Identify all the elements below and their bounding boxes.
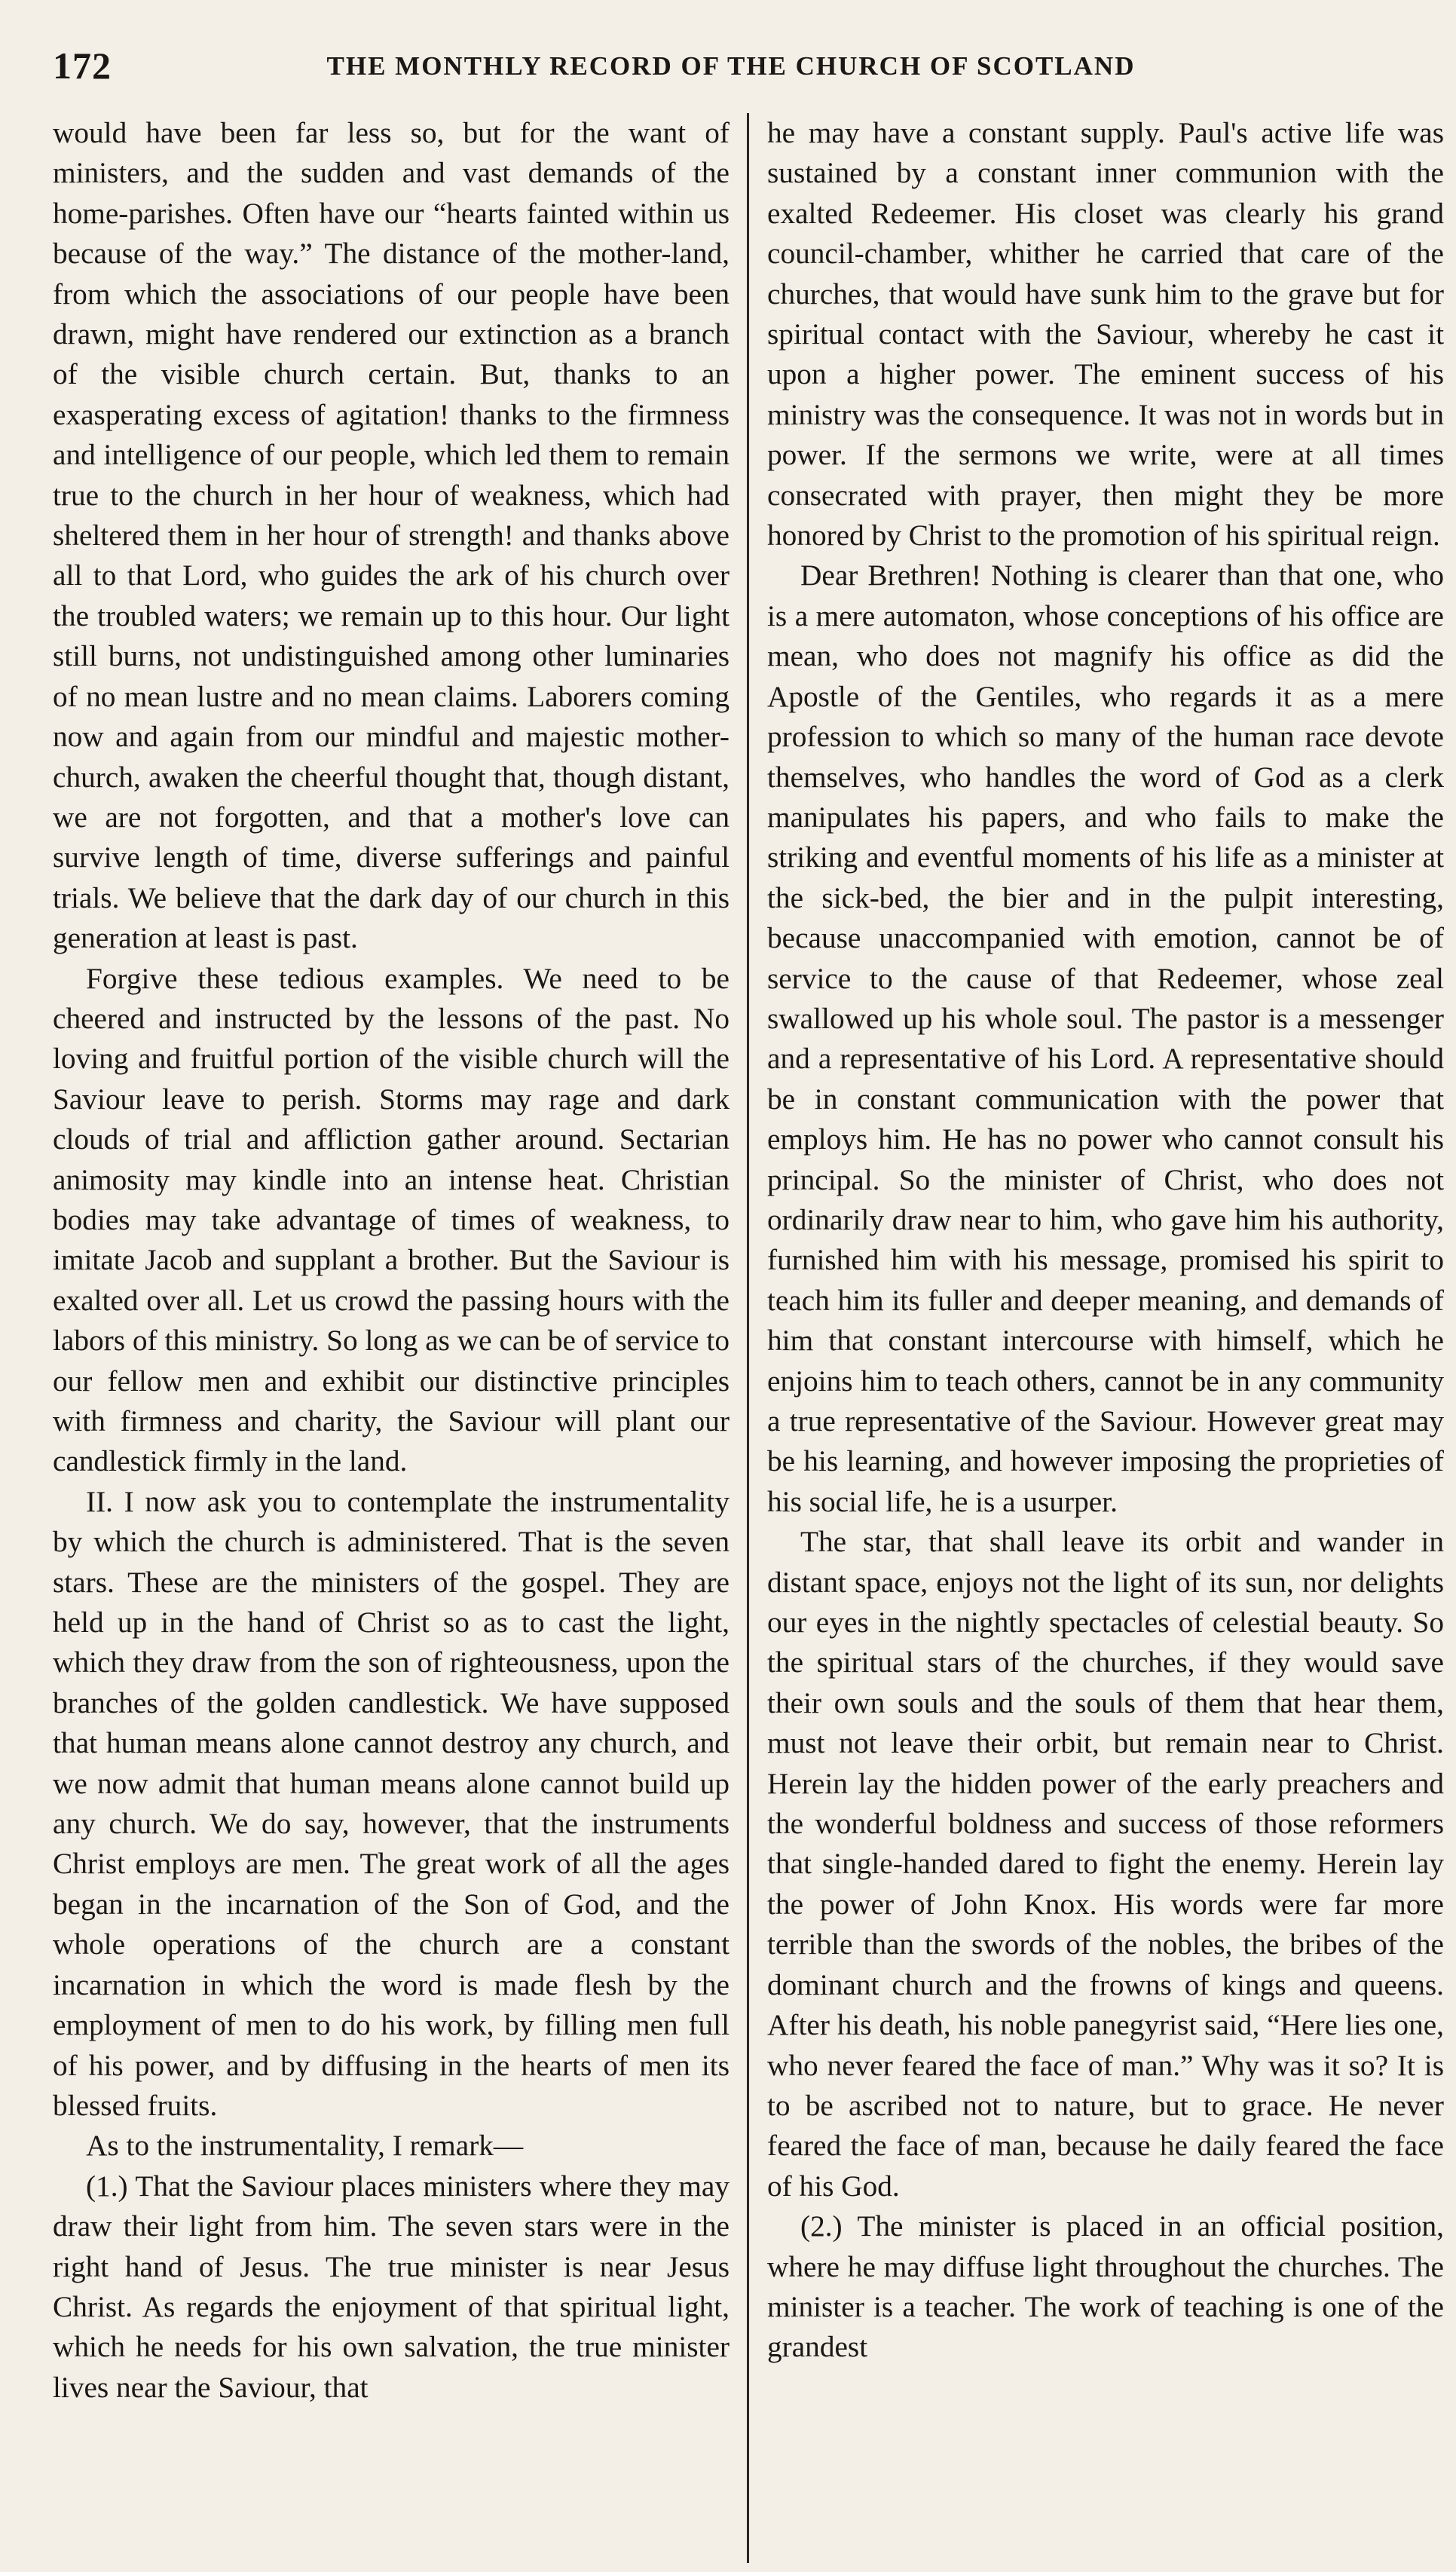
right-column [767,113,1444,2563]
paragraph: Dear Brethren! Nothing is clearer than that one, who is a mere automaton, whose conceptions of his office are mean, who does not magnify his office as did the Apostle of the Gentiles, who regards it as a mere profession to which so many of the human race devote themselves, who handles the word of God as a clerk manipulates his papers, and who fails to make the striking and eventful moments of his life as a minister at the sick-bed, the bier and in the pulpit interesting, because unaccompanied with emotion, cannot be of service to the cause of that Redeemer, whose zeal swallowed up his whole soul. The pastor is a messenger and a representative of his Lord. A representative should be in constant communication with the power that employs him. He has no power who cannot consult his principal. So the minister of Christ, who does not ordinarily draw near to him, who gave him his authority, furnished him with his message, promised his spirit to teach him its fuller and deeper meaning, and demands of him that constant intercourse with himself, which he enjoins him to teach others, cannot be in any community a true representative of the Saviour. However great may be his learning, and however imposing the proprieties of his social life, he is a usurper. [767,559,1444,1518]
page-number: 172 [53,44,112,87]
paragraph: (1.) That the Saviour places ministers where they may draw their light from him. The seven stars were in the right hand of Jesus. The true minister is near Jesus Christ. As regards the enjoyment of that spiritual light, which he needs for his own salvation, the true minister lives near the Saviour, that [53,2169,730,2404]
paragraph: As to the instrumentality, I remark— [86,2129,524,2163]
running-head: THE MONTHLY RECORD OF THE CHURCH OF SCOTLAND [326,51,1136,81]
paragraph: he may have a constant supply. Paul's active life was sustained by a constant inner communion with the exalted Redeemer. His closet was clearly his grand council-chamber, whither he carried that care of the churches, that would have sunk him to the grave but for spiritual contact with the Saviour, whereby he cast it upon a higher power. The eminent success of his ministry was the consequence. It was not in words but in power. If the sermons we write, were at all times consecrated with prayer, then might they be more honored by Christ to the promotion of his spiritual reign. [767,116,1444,553]
left-column [53,113,730,2563]
page-header [53,44,1409,89]
paragraph: would have been far less so, but for the want of ministers, and the sudden and vast demands of the home-parishes. Often have our “hearts fainted within us because of the way.” The distance of the mother-land, from which the associations of our people have been drawn, might have rendered our extinction as a branch of the visible church certain. But, thanks to an exasperating excess of agitation! thanks to the firmness and intelligence of our people, which led them to remain true to the church in her hour of weakness, which had sheltered them in her hour of strength! and thanks above all to that Lord, who guides the ark of his church over the troubled waters; we remain up to this hour. Our light still burns, not undistinguished among other luminaries of no mean lustre and no mean claims. Laborers coming now and again from our mindful and majestic mother-church, awaken the cheerful thought that, though distant, we are not forgotten, and that a mother's love can survive length of time, diverse sufferings and painful trials. We believe that the dark day of our church in this generation at least is past. [53,116,730,955]
paragraph: II. I now ask you to contemplate the instrumentality by which the church is administered. That is the seven stars. These are the ministers of the gospel. They are held up in the hand of Christ so as to cast the light, which they draw from the son of righteousness, upon the branches of the golden candlestick. We have supposed that human means alone cannot destroy any church, and we now admit that human means alone cannot build up any church. We do say, however, that the instruments Christ employs are men. The great work of all the ages began in the incarnation of the Son of God, and the whole operations of the church are a constant incarnation in which the word is made flesh by the employment of men to do his work, by filling men full of his power, and by diffusing in the hearts of men its blessed fruits. [53,1484,730,2122]
paragraph: The star, that shall leave its orbit and wander in distant space, enjoys not the light of its sun, nor delights our eyes in the nightly spectacles of celestial beauty. So the spiritual stars of the churches, if they would save their own souls and the souls of them that hear them, must not leave their orbit, but remain near to Christ. Herein lay the hidden power of the early preachers and the wonderful boldness and success of those reformers that single-handed dared to fight the enemy. Herein lay the power of John Knox. His words were far more terrible than the swords of the nobles, the bribes of the dominant church and the frowns of kings and queens. After his death, his noble panegyrist said, “Here lies one, who never feared the face of man.” Why was it so? It is to be ascribed not to nature, but to grace. He never feared the face of man, because he daily feared the face of his God. [767,1525,1444,2203]
paragraph: (2.) The minister is placed in an official position, where he may diffuse light throughout the churches. The minister is a teacher. The work of teaching is one of the grandest [767,2209,1444,2364]
column-divider [747,113,749,2563]
paragraph: Forgive these tedious examples. We need to be cheered and instructed by the lessons of the past. No loving and fruitful portion of the visible church will the Saviour leave to perish. Storms may rage and dark clouds of trial and affliction gather around. Sectarian animosity may kindle into an intense heat. Christian bodies may take advantage of times of weakness, to imitate Jacob and supplant a brother. But the Saviour is exalted over all. Let us crowd the passing hours with the labors of this ministry. So long as we can be of service to our fellow men and exhibit our distinctive principles with firmness and charity, the Saviour will plant our candlestick firmly in the land. [53,961,730,1478]
